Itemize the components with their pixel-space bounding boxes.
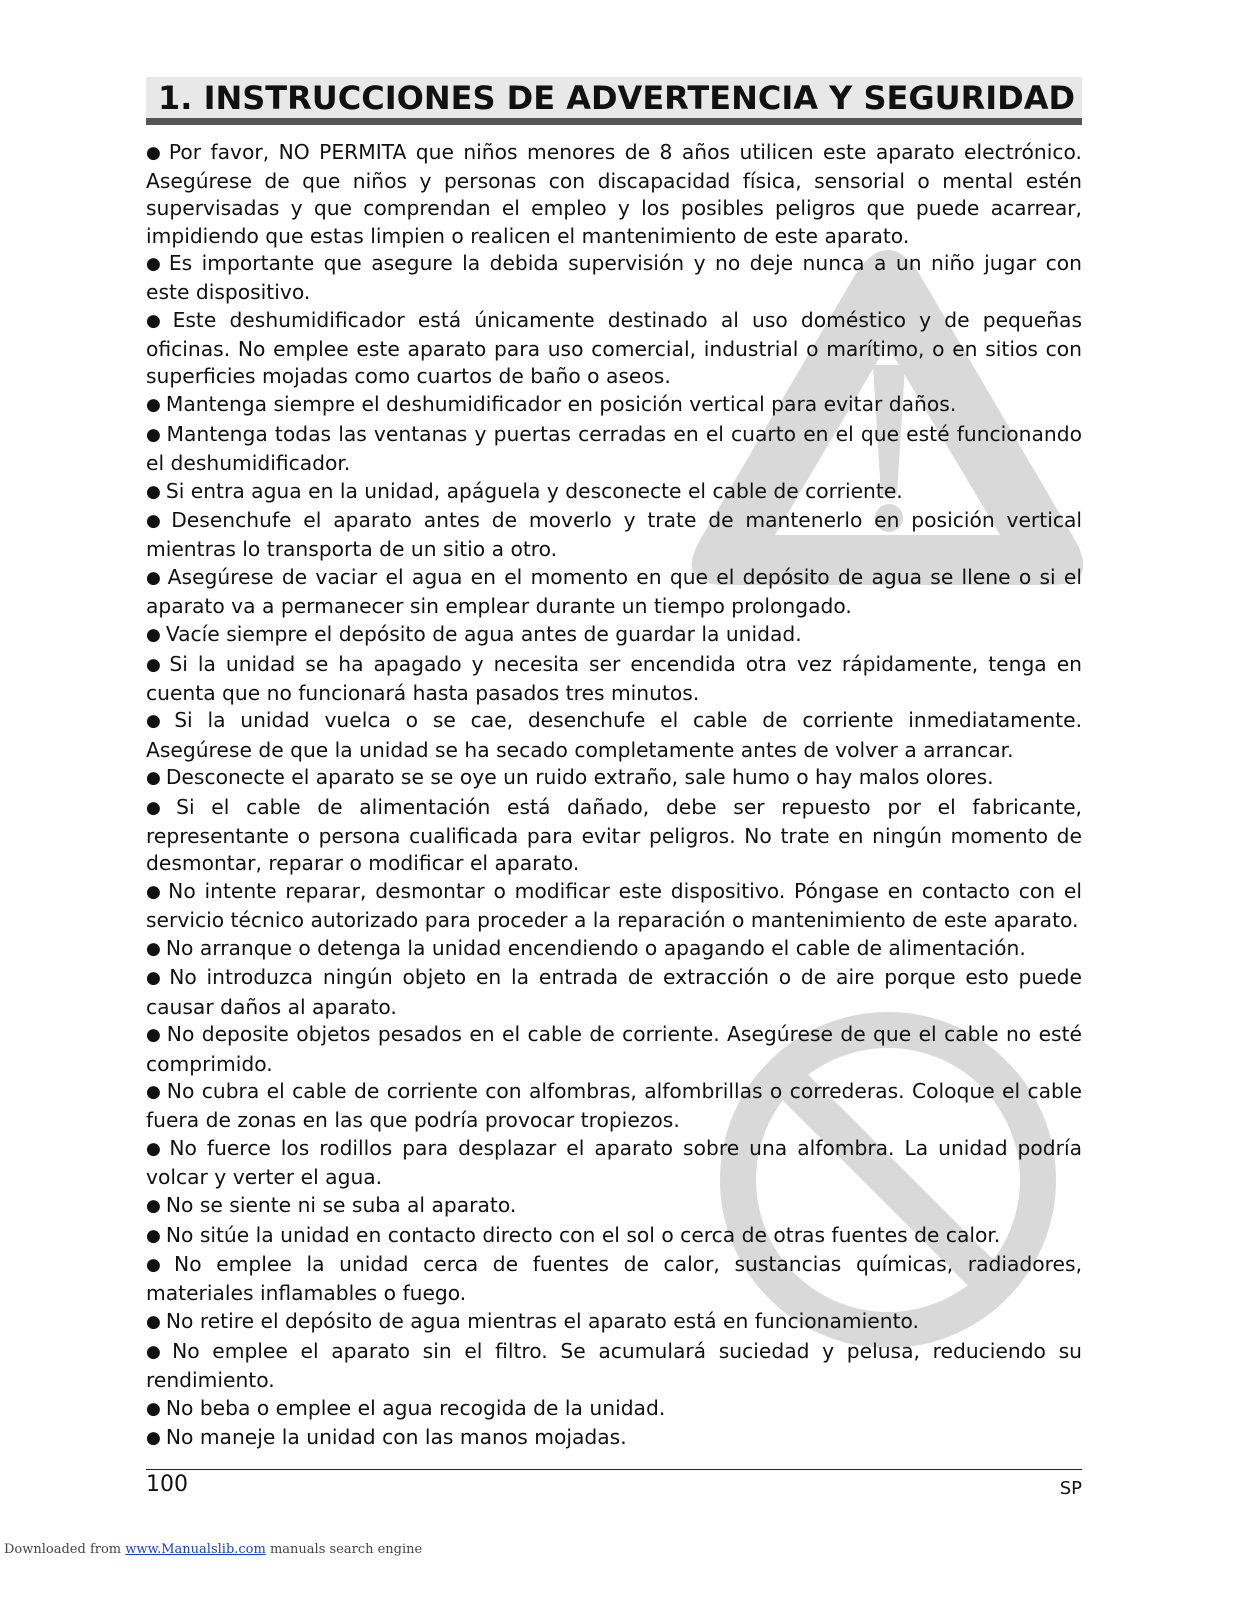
list-item-text: Vacíe siempre el depósito de agua antes de guardar la unidad.	[165, 621, 802, 646]
manualslib-link[interactable]: www.Manualslib.com	[125, 1542, 266, 1557]
bullet-icon: ●	[146, 568, 163, 589]
list-item	[146, 964, 1082, 1020]
download-banner	[4, 1542, 422, 1557]
bullet-icon: ●	[146, 424, 162, 445]
list-item	[146, 564, 1082, 620]
list-item	[146, 139, 1082, 250]
list-item-text: No introduzca ningún objeto en la entrada de extracción o de aire porque esto puede causar daños al aparato.	[146, 965, 1082, 1019]
bullet-icon: ●	[146, 938, 161, 959]
download-prefix: Downloaded from	[4, 1542, 126, 1557]
list-item-text: No beba o emplee el agua recogida de la unidad.	[165, 1395, 666, 1420]
list-item-text: No fuerce los rodillos para desplazar el aparato sobre una alfombra. La unidad podría volcar y verter el agua.	[146, 1136, 1082, 1190]
list-item	[146, 250, 1082, 306]
list-item-text: Este deshumidificador está únicamente destinado al uso doméstico y de pequeñas oficinas. No emplee este aparato para uso comercial, industrial o marítimo, o en sitios con superficies mojadas como cuartos de baño o aseos.	[146, 308, 1083, 389]
list-item	[146, 707, 1082, 763]
list-item-text: Asegúrese de vaciar el agua en el momento en que el depósito de agua se llene o si el aparato va a permanecer sin emplear durante un tiempo prolongado.	[146, 565, 1082, 619]
list-item-text: No sitúe la unidad en contacto directo con el sol o cerca de otras fuentes de calor.	[165, 1222, 1001, 1247]
list-item	[146, 1021, 1082, 1077]
list-item	[146, 621, 1082, 650]
list-item-text: Si entra agua en la unidad, apáguela y desconecte el cable de corriente.	[165, 478, 903, 503]
download-suffix: manuals search engine	[265, 1542, 423, 1557]
bullet-icon: ●	[146, 395, 161, 416]
language-code: SP	[1059, 1478, 1082, 1499]
list-item-text: No intente reparar, desmontar o modificar este dispositivo. Póngase en contacto con el servicio técnico autorizado para proceder a la reparación o mantenimiento de este aparato.	[146, 878, 1082, 933]
list-item-text: Es importante que asegure la debida supervisión y no deje nunca a un niño jugar con este dispositivo.	[146, 251, 1082, 305]
list-item	[146, 1395, 1082, 1424]
bullet-icon: ●	[146, 1341, 168, 1362]
list-item-text: No retire el depósito de agua mientras el aparato está en funcionamiento.	[165, 1309, 919, 1334]
list-item	[146, 935, 1082, 964]
list-item	[146, 764, 1082, 793]
list-item-text: No cubra el cable de corriente con alfombras, alfombrillas o correderas. Coloque el cable fuera de zonas en las que podría provocar tropiezos.	[146, 1079, 1082, 1133]
list-item-text: Por favor, NO PERMITA que niños menores de 8 años utilicen este aparato electrónico. Asegúrese de que niños y personas con discapacidad física, sensorial o mental estén supervisadas y que comprendan el empleo y los posibles peligros que puede acarrear, impidiendo que estas limpien o realicen el mantenimiento de este aparato.	[146, 140, 1082, 248]
bullet-icon: ●	[146, 1082, 162, 1103]
bullet-icon: ●	[146, 143, 164, 163]
list-item-text: No deposite objetos pesados en el cable de corriente. Asegúrese de que el cable no esté comprimido.	[146, 1022, 1082, 1076]
bullet-icon: ●	[146, 654, 165, 675]
list-item-text: No arranque o detenga la unidad encendiendo o apagando el cable de alimentación.	[165, 935, 1026, 960]
list-item	[146, 878, 1082, 934]
list-item	[146, 421, 1082, 477]
bullet-icon: ●	[146, 1195, 161, 1216]
bullet-icon: ●	[146, 797, 172, 818]
bullet-icon: ●	[146, 254, 164, 275]
page-title: 1. INSTRUCCIONES DE ADVERTENCIA Y SEGURIDAD	[158, 79, 1076, 117]
bullet-icon: ●	[146, 1025, 162, 1046]
bullet-icon: ●	[146, 624, 161, 645]
list-item	[146, 1251, 1082, 1307]
page-number: 100	[146, 1472, 188, 1497]
bullet-icon: ●	[146, 968, 165, 989]
bullet-icon: ●	[146, 1225, 161, 1246]
list-item-text: Si el cable de alimentación está dañado, debe ser repuesto por el fabricante, representante o persona cualificada para evitar peligros. No trate en ningún momento de desmontar, reparar o modificar el aparato.	[146, 794, 1082, 876]
bullet-icon: ●	[146, 311, 168, 332]
list-item-text: No emplee la unidad cerca de fuentes de calor, sustancias químicas, radiadores, materiales inflamables o fuego.	[146, 1252, 1083, 1306]
list-item	[146, 651, 1082, 707]
bullet-icon: ●	[146, 1428, 161, 1449]
list-item-text: Mantenga todas las ventanas y puertas cerradas en el cuarto en el que esté funcionando el deshumidificador.	[146, 421, 1082, 475]
list-item	[146, 1135, 1082, 1191]
list-item	[146, 1308, 1082, 1337]
list-item-text: Desconecte el aparato se se oye un ruido extraño, sale humo o hay malos olores.	[165, 765, 994, 790]
list-item	[146, 1338, 1082, 1394]
list-item	[146, 478, 1082, 507]
list-item-text: Mantenga siempre el deshumidificador en posición vertical para evitar daños.	[165, 392, 957, 417]
list-item-text: No maneje la unidad con las manos mojadas.	[165, 1425, 627, 1450]
bullet-icon: ●	[146, 768, 161, 789]
list-item-text: Si la unidad se ha apagado y necesita ser encendida otra vez rápidamente, tenga en cuenta que no funcionará hasta pasados tres minutos.	[146, 651, 1082, 705]
list-item	[146, 507, 1082, 563]
list-item-text: Desenchufe el aparato antes de moverlo y trate de mantenerlo en posición vertical mientras lo transporta de un sitio a otro.	[146, 508, 1082, 562]
list-item-text: No se siente ni se suba al aparato.	[165, 1192, 517, 1217]
list-item-text: No emplee el aparato sin el filtro. Se acumulará suciedad y pelusa, reduciendo su rendimiento.	[146, 1338, 1082, 1392]
bullet-icon: ●	[146, 711, 170, 732]
list-item	[146, 1192, 1082, 1221]
bullet-icon: ●	[146, 1398, 161, 1419]
list-item-text: Si la unidad vuelca o se cae, desenchufe el cable de corriente inmediatamente. Asegúrese de que la unidad se ha secado completamente antes de volver a arrancar.	[146, 708, 1083, 762]
bullet-icon: ●	[146, 1312, 161, 1333]
list-item	[146, 391, 1082, 420]
list-item	[146, 307, 1082, 391]
list-item	[146, 1424, 1082, 1453]
list-item	[146, 1078, 1082, 1134]
bullet-icon: ●	[146, 511, 167, 532]
bullet-icon: ●	[146, 881, 164, 902]
bullet-icon: ●	[146, 1139, 165, 1160]
bullet-icon: ●	[146, 1255, 170, 1276]
list-item	[146, 794, 1082, 878]
section-title-bar	[146, 77, 1082, 125]
footer-divider	[146, 1469, 1082, 1470]
safety-instructions-list	[146, 139, 1082, 1454]
bullet-icon: ●	[146, 481, 161, 502]
list-item	[146, 1222, 1082, 1251]
